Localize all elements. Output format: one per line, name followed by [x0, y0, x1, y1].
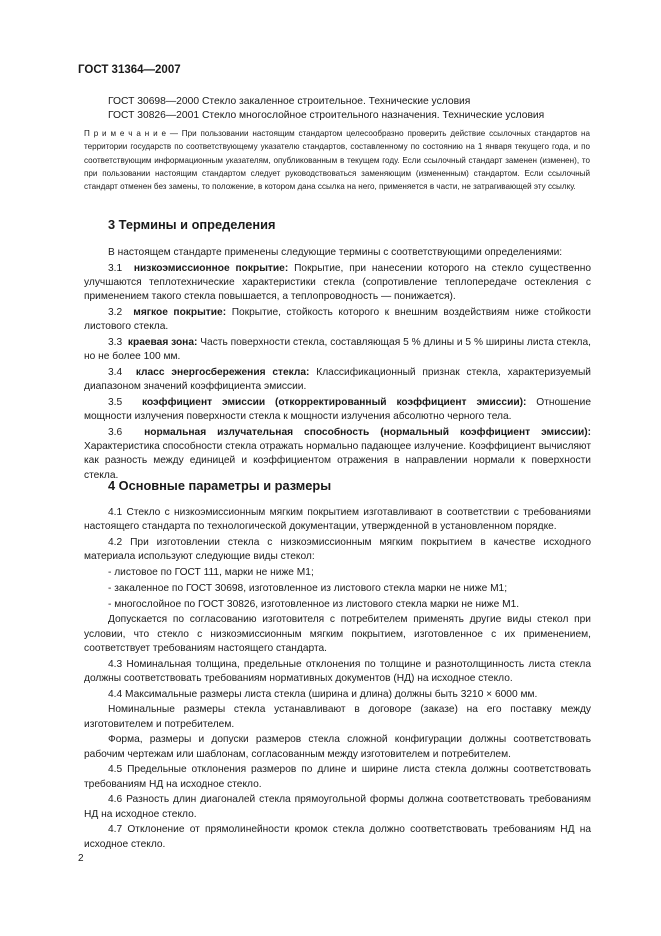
list-item: - многослойное по ГОСТ 30826, изготовленное из листового стекла марки не ниже М1.: [108, 598, 520, 610]
term-number: 3.3: [108, 337, 123, 348]
term-name: мягкое покрытие:: [133, 307, 227, 318]
term-name: коэффициент эмиссии (откорректированный коэффициент эмиссии):: [141, 397, 527, 408]
term-definition: [84, 426, 591, 483]
term-definition: [84, 336, 591, 364]
term-def: Характеристика способности стекла отражать нормально падающее излучение. Коэффициент вычисляют как разность между единицей и коэффициентом отражения в направлении нормали к поверхности стекла.: [84, 441, 591, 481]
term-name: краевая зона:: [127, 337, 198, 348]
list-item: - закаленное по ГОСТ 30698, изготовленное из листового стекла марки не ниже М1;: [108, 582, 508, 594]
term-name: нормальная излучательная способность (нормальный коэффициент эмиссии):: [144, 427, 591, 438]
term-number: 3.2: [108, 307, 123, 318]
term-definition: [84, 396, 591, 424]
paragraph: 4.6 Разность длин диагоналей стекла прямоугольной формы должна соответствовать требованиям НД на исходное стекло.: [84, 794, 591, 820]
term-definition: [84, 306, 591, 334]
term-definition: [84, 262, 591, 305]
paragraph: Допускается по согласованию изготовителя с потребителем применять другие виды стекол при условии, что стекло с низкоэмиссионным мягким покрытием, изготовленное с их применением, соответствует требованиям настоящего стандарта.: [84, 614, 591, 654]
section-3-intro: В настоящем стандарте применены следующие термины с соответствующими определениями:: [108, 247, 563, 258]
section-3-body: [84, 246, 591, 483]
term-def: Покрытие, стойкость которого к внешним воздействиям ниже стойкости листового стекла.: [84, 307, 591, 333]
paragraph: 4.7 Отклонение от прямолинейности кромок стекла должно соответствовать требованиям НД на исходное стекло.: [84, 824, 591, 850]
section-4-heading: 4 Основные параметры и размеры: [108, 478, 332, 493]
term-number: 3.1: [108, 262, 123, 274]
term-def: Отношение мощности излучения поверхности стекла к мощности излучения абсолютно черного тела.: [84, 397, 591, 423]
section-3-heading: 3 Термины и определения: [108, 217, 276, 232]
document-header: ГОСТ 31364—2007: [78, 64, 181, 76]
section-4-body: [84, 506, 591, 852]
paragraph: 4.1 Стекло с низкоэмиссионным мягким покрытием изготавливают в соответствии с требованиями настоящего стандарта по технологической документации, утвержденной в установленном порядке.: [84, 507, 591, 533]
reference-item: ГОСТ 30698—2000 Стекло закаленное строительное. Технические условия: [108, 96, 471, 107]
reference-item: ГОСТ 30826—2001 Стекло многослойное строительного назначения. Технические условия: [108, 110, 545, 121]
term-def: Классификационный признак стекла, характеризуемый диапазоном значений коэффициента эмиссии.: [84, 367, 591, 393]
list-item: - листовое по ГОСТ 111, марки не ниже М1;: [108, 567, 314, 578]
paragraph: Форма, размеры и допуски размеров стекла сложной конфигурации должны соответствовать рабочим чертежам или шаблонам, согласованным между изготовителем и потребителем.: [84, 734, 591, 760]
references-note: П р и м е ч а н и е — При пользовании настоящим стандартом целесообразно проверить действие ссылочных стандартов на территории государств по соответствующему указателю стандартов, составленному по состоянию на 1 января текущего года, и по соответствующим информационным указателям, опубликованным в текущем году. Если ссылочный стандарт заменен (изменен), то при пользовании настоящим стандартом следует руководствоваться заменяющим (измененным) стандартом. Если ссылочный стандарт отменен без замены, то положение, в котором дана ссылка на него, применяется в части, не затрагивающей эту ссылку.: [84, 129, 590, 192]
paragraph: 4.4 Максимальные размеры листа стекла (ширина и длина) должны быть 3210 × 6000 мм.: [108, 688, 538, 700]
term-def: Часть поверхности стекла, составляющая 5 % длины и 5 % ширины листа стекла, но не более 100 мм.: [84, 337, 591, 363]
term-number: 3.4: [108, 367, 123, 378]
term-number: 3.6: [108, 427, 123, 438]
term-number: 3.5: [108, 397, 123, 408]
paragraph: 4.2 При изготовлении стекла с низкоэмиссионным мягким покрытием в качестве исходного материала используют следующие виды стекол:: [84, 537, 591, 563]
term-def: Покрытие, при нанесении которого на стекло существенно улучшаются теплотехнические характеристики стекла (сопротивление теплопередаче остекления с применением такого стекла повышается, а теплопроводность — понижается).: [84, 262, 592, 303]
term-name: класс энергосбережения стекла:: [135, 367, 310, 378]
page-number: 2: [78, 853, 84, 864]
paragraph: Номинальные размеры стекла устанавливают в договоре (заказе) на его поставку между изготовителем и потребителем.: [84, 704, 591, 730]
term-name: низкоэмиссионное покрытие:: [133, 262, 289, 274]
normative-references: [108, 95, 544, 123]
term-definition: [84, 366, 591, 394]
paragraph: 4.3 Номинальная толщина, предельные отклонения по толщине и разнотолщинность листа стекла должны соответствовать требованиям нормативных документов (НД) на исходное стекло.: [84, 658, 591, 684]
paragraph: 4.5 Предельные отклонения размеров по длине и ширине листа стекла должны соответствовать требованиям НД на исходное стекло.: [84, 764, 591, 790]
